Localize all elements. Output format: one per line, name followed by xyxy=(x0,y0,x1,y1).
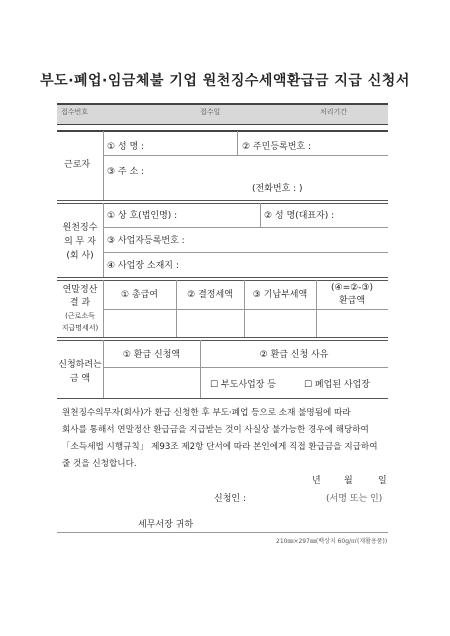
applicant-signature[interactable]: (서명 또는 인) xyxy=(326,494,383,504)
business-no-field[interactable]: ③ 사업자등록번호 : xyxy=(107,236,185,246)
addressee: 세무서장 귀하 xyxy=(138,520,194,530)
withholder-label-2: 의 무 자 xyxy=(64,237,96,247)
business-location-field[interactable]: ④ 사업장 소재지 : xyxy=(107,261,179,271)
processing-period-label: 처리기간 xyxy=(320,108,348,116)
statement-line-1: 원천징수의무자(회사)가 환급 신청한 후 부도·폐업 등으로 소재 불명됨에 따라 xyxy=(62,408,351,418)
withholder-label-3: (회 사) xyxy=(66,251,94,261)
worker-address-field[interactable]: ③ 주 소 : xyxy=(107,167,145,177)
determined-tax-header: ② 결정세액 xyxy=(187,290,233,300)
date-year[interactable]: 년 xyxy=(312,476,321,486)
worker-name-field[interactable]: ① 성 명 : xyxy=(107,142,145,152)
representative-field[interactable]: ② 성 명(대표자) : xyxy=(264,211,335,221)
withholder-label-1: 원천징수 xyxy=(62,223,98,233)
refund-reason-header: ② 환급 신청 사유 xyxy=(259,350,329,360)
paper-spec-footer: 210㎜×297㎜(백상지 60g/㎡(재활용품)) xyxy=(276,538,388,545)
statement-line-3: 「소득세법 시행규칙」 제93조 제2항 단서에 따라 본인에게 직접 환급금을 지급하여 xyxy=(62,442,378,452)
total-salary-header: ① 총급여 xyxy=(120,290,158,300)
settlement-label-3: (근로소득 xyxy=(65,312,95,320)
application-label-2: 금 액 xyxy=(69,374,91,384)
settlement-label-1: 연말정산 xyxy=(62,285,98,295)
refund-header: 환급액 xyxy=(338,296,366,306)
settlement-label-4: 지급명세서) xyxy=(61,324,99,332)
page-title: 부도·폐업·임금체불 기업 원천징수세액환급금 지급 신청서 xyxy=(40,73,410,89)
statement-line-2: 회사를 통해서 연말정산 환급금을 지급받는 것이 사실상 불가능한 경우에 해당하여 xyxy=(62,425,369,435)
date-month[interactable]: 월 xyxy=(344,476,353,486)
applicant-label[interactable]: 신청인 : xyxy=(214,494,246,504)
date-day[interactable]: 일 xyxy=(378,476,387,486)
settlement-label-2: 결 과 xyxy=(69,298,91,308)
statement-line-4: 줄 것을 신청합니다. xyxy=(62,459,137,469)
company-name-field[interactable]: ① 상 호(법인명) : xyxy=(107,211,178,221)
worker-section-label: 근로자 xyxy=(64,160,91,170)
worker-phone-field[interactable]: (전화번호 : ) xyxy=(252,184,303,194)
refund-amount-header: ① 환급 신청액 xyxy=(122,350,181,360)
closed-business-checkbox[interactable]: ☐ 폐업된 사업장 xyxy=(304,380,370,390)
refund-formula-header: (④=②-③) xyxy=(330,283,374,293)
receipt-number-label: 접수번호 xyxy=(61,108,89,116)
worker-resident-no-field[interactable]: ② 주민등록번호 : xyxy=(242,142,311,152)
application-label-1: 신청하려는 xyxy=(58,360,102,370)
bankrupt-checkbox[interactable]: ☐ 부도사업장 등 xyxy=(210,380,276,390)
prepaid-tax-header: ③ 기납부세액 xyxy=(252,290,308,300)
receipt-date-label: 접수일 xyxy=(200,108,221,116)
